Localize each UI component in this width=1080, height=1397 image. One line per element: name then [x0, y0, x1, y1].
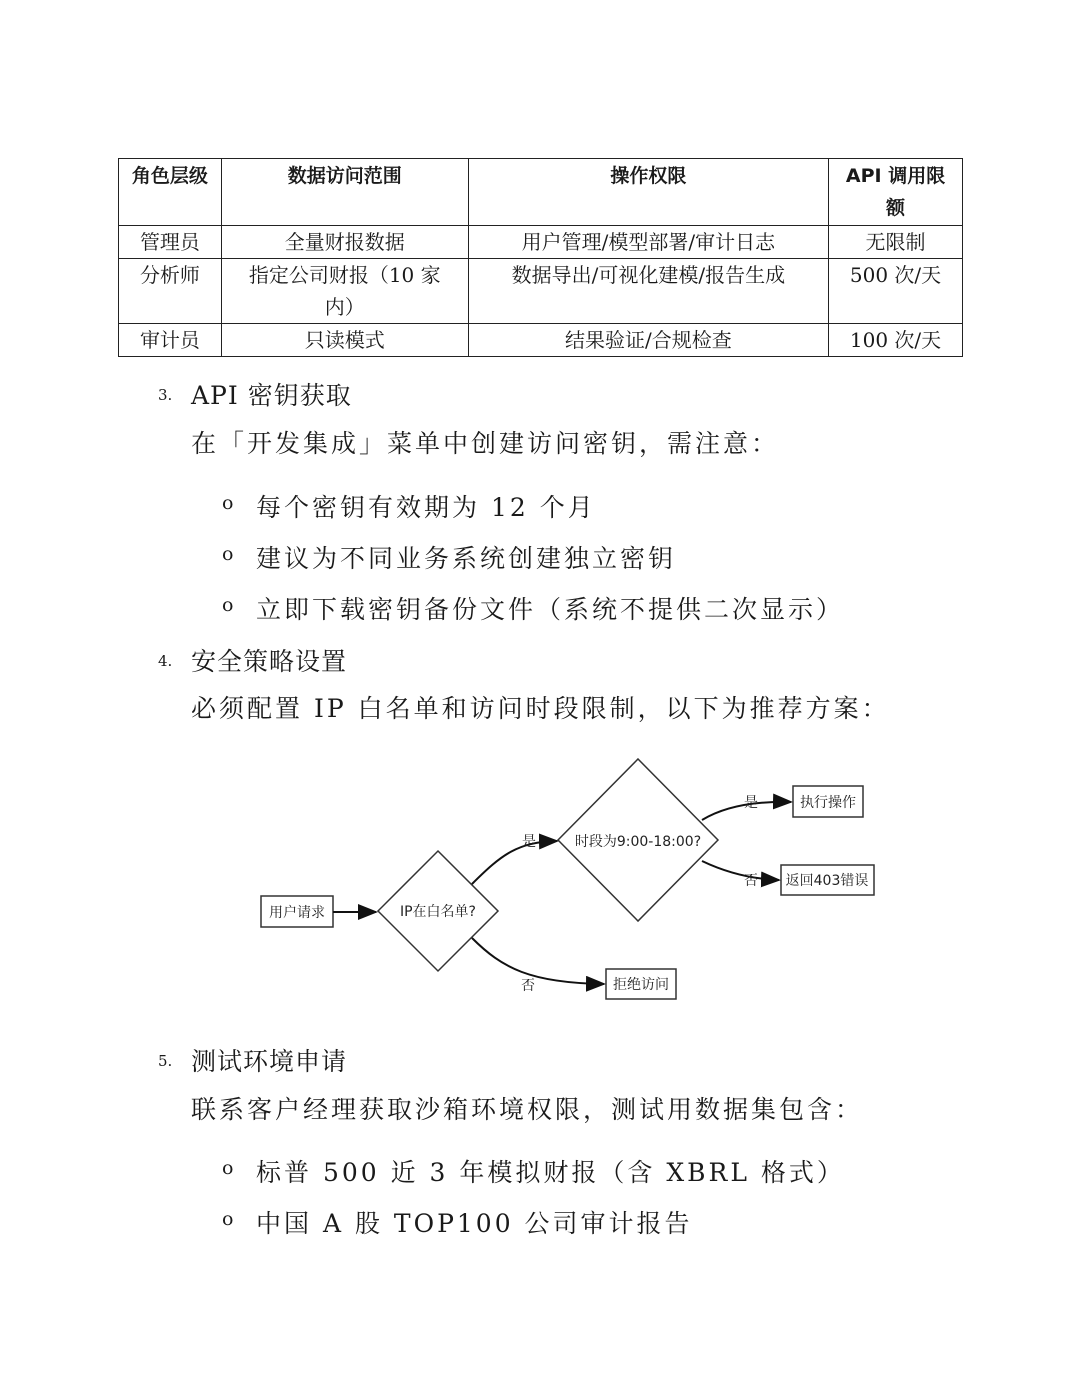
table-cell: 管理员: [119, 226, 222, 259]
table-row: [119, 226, 963, 259]
table-row: [119, 324, 963, 357]
table-cell: 分析师: [119, 259, 222, 324]
header-api-quota: API 调用限额: [829, 159, 963, 226]
table-cell: 500 次/天: [829, 259, 963, 324]
edge-ip-yes: [472, 841, 557, 884]
table-cell: 只读模式: [221, 324, 468, 357]
edge-time-no: [702, 861, 779, 880]
edge-label-yes: 是: [522, 834, 536, 850]
header-data-scope: 数据访问范围: [221, 159, 468, 226]
table-cell: 无限制: [829, 226, 963, 259]
table-cell: 指定公司财报（10 家内）: [221, 259, 468, 324]
table-cell: 审计员: [119, 324, 222, 357]
node-label: IP在白名单?: [399, 904, 477, 920]
node-ip-check: [378, 851, 498, 971]
bullet-marker: o: [222, 492, 234, 514]
node-label: 时段为9:00-18:00?: [574, 834, 702, 850]
node-execute: [793, 786, 863, 817]
edge-ip-no: [472, 938, 604, 984]
node-time-check: [558, 759, 718, 921]
section-5-paragraph: 联系客户经理获取沙箱环境权限，测试用数据集包含：: [191, 1095, 864, 1124]
table-cell: 结果验证/合规检查: [468, 324, 828, 357]
node-user-request: [261, 896, 333, 927]
bullet-marker: o: [222, 543, 234, 565]
table-cell: 数据导出/可视化建模/报告生成: [468, 259, 828, 324]
table-cell: 用户管理/模型部署/审计日志: [468, 226, 828, 259]
bullet-marker: o: [222, 594, 234, 616]
node-label: 用户请求: [269, 905, 325, 921]
list-item-text: 建议为不同业务系统创建独立密钥: [256, 544, 677, 573]
node-label: 拒绝访问: [613, 977, 669, 993]
edge-label-no: 否: [521, 978, 535, 994]
section-title: 测试环境申请: [191, 1047, 348, 1076]
bullet-marker: o: [222, 1157, 234, 1179]
header-role: 角色层级: [119, 159, 222, 226]
header-operations: 操作权限: [468, 159, 828, 226]
section-number: 3.: [158, 386, 173, 404]
section-3-paragraph: 在「开发集成」菜单中创建访问密钥，需注意：: [191, 429, 780, 458]
table-cell: 全量财报数据: [221, 226, 468, 259]
list-item-text: 每个密钥有效期为 12 个月: [256, 493, 596, 522]
node-label: 返回403错误: [785, 873, 869, 889]
security-policy-flowchart: [240, 750, 900, 1010]
bullet-marker: o: [222, 1208, 234, 1230]
section-title: API 密钥获取: [191, 381, 352, 410]
node-label: 执行操作: [800, 795, 856, 811]
section-4-paragraph: 必须配置 IP 白名单和访问时段限制，以下为推荐方案：: [191, 694, 890, 723]
table-row: [119, 259, 963, 324]
list-item-text: 标普 500 近 3 年模拟财报（含 XBRL 格式）: [256, 1158, 845, 1187]
table-header-row: [119, 159, 963, 226]
list-item-text: 中国 A 股 TOP100 公司审计报告: [256, 1209, 693, 1238]
section-title: 安全策略设置: [191, 647, 348, 676]
list-item-text: 立即下载密钥备份文件（系统不提供二次显示）: [256, 595, 845, 624]
edge-label-yes: 是: [744, 795, 758, 811]
permission-table: [118, 158, 963, 357]
node-return-403: [781, 865, 874, 895]
table-cell: 100 次/天: [829, 324, 963, 357]
section-number: 4.: [158, 652, 173, 670]
section-number: 5.: [158, 1052, 173, 1070]
node-deny: [606, 969, 676, 999]
edge-label-no: 否: [744, 873, 758, 889]
